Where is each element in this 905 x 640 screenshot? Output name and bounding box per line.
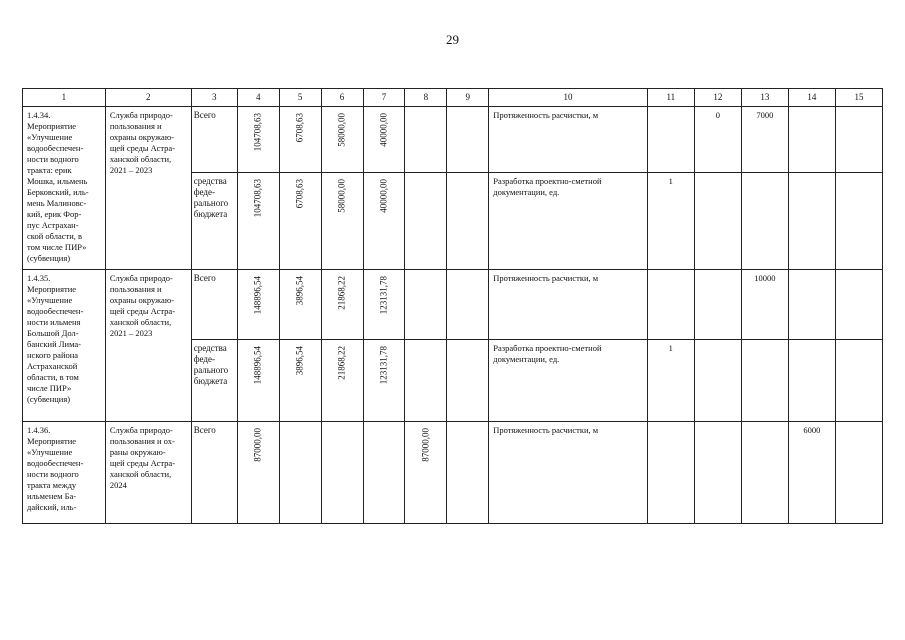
- amount-year: 123131,78: [378, 346, 389, 385]
- amount-year: 3896,54: [294, 346, 305, 376]
- funding-source: средства феде- рального бюджета: [193, 343, 229, 386]
- col-header: 8: [405, 89, 447, 107]
- col-header: 13: [741, 89, 788, 107]
- indicator-value: [648, 422, 694, 428]
- page-number: 29: [446, 32, 459, 47]
- col-header: 1: [23, 89, 106, 107]
- executor-period: Служба природо- пользования и охраны окружаю- щей среды Астра- ханской области, 2021 – 2023: [109, 273, 176, 338]
- indicator-value: [648, 107, 694, 113]
- col-header: 7: [363, 89, 405, 107]
- indicator-value: [836, 270, 882, 276]
- indicator-value: [836, 107, 882, 113]
- amount-year: 123131,78: [378, 276, 389, 315]
- amount-year: 87000,00: [420, 428, 431, 462]
- funding-source: Всего: [193, 110, 216, 120]
- indicator-value: 7000: [756, 110, 774, 120]
- indicator-name: Протяженность расчистки, м: [493, 110, 599, 120]
- executor-period: Служба природо- пользования и охраны окружаю- щей среды Астра- ханской области, 2021 – 2023: [109, 110, 176, 175]
- indicator-value: [695, 173, 741, 179]
- col-header: 12: [694, 89, 741, 107]
- amount-total: 104708,63: [252, 179, 263, 218]
- indicator-value: [789, 270, 835, 276]
- table-row: [23, 270, 883, 340]
- amount-year: 40000,00: [378, 179, 389, 213]
- indicator-value: [742, 340, 788, 346]
- amount-total: 104708,63: [252, 113, 263, 152]
- table-row: [23, 422, 883, 524]
- amount-year: 3896,54: [294, 276, 305, 306]
- indicator-value: [648, 270, 694, 276]
- indicator-value: 1: [668, 343, 673, 353]
- indicator-value: 0: [715, 110, 720, 120]
- event-description: 1.4.35. Мероприятие «Улучшение водообеспечен- ности ильменя Большой Дол- банский Лима- нского района Астраханской области, в том числе ПИР» (субвенция): [27, 273, 84, 404]
- header-row: [23, 89, 883, 107]
- amount-year: 58000,00: [336, 179, 347, 213]
- col-header: 15: [835, 89, 882, 107]
- col-header: 3: [191, 89, 237, 107]
- col-header: 14: [788, 89, 835, 107]
- indicator-value: [836, 340, 882, 346]
- funding-source: средства феде- рального бюджета: [193, 176, 229, 219]
- indicator-name: Разработка проектно-сметной документации, ед.: [493, 176, 602, 197]
- indicator-value: [742, 173, 788, 179]
- indicator-value: [695, 340, 741, 346]
- col-header: 2: [105, 89, 191, 107]
- funding-source: Всего: [193, 273, 216, 283]
- event-description: 1.4.34. Мероприятие «Улучшение водообеспечен- ности водного тракта: ерик Мошка, ильмень Берковский, иль- мень Малиновс- кий, ерик Фор- пус Астрахан- ской области, в том числе ПИР» (субвенция): [27, 110, 89, 263]
- amount-year: 6708,63: [294, 179, 305, 209]
- budget-table: [22, 88, 883, 524]
- table-row: [23, 107, 883, 173]
- col-header: 10: [489, 89, 648, 107]
- indicator-value: [836, 422, 882, 428]
- indicator-value: [789, 173, 835, 179]
- indicator-value: [742, 422, 788, 428]
- amount-total: 148896,54: [252, 276, 263, 315]
- indicator-value: [695, 422, 741, 428]
- amount-year: 58000,00: [336, 113, 347, 147]
- indicator-name: Протяженность расчистки, м: [493, 273, 599, 283]
- col-header: 11: [647, 89, 694, 107]
- col-header: 5: [279, 89, 321, 107]
- indicator-value: 10000: [754, 273, 776, 283]
- amount-year: 21868,22: [336, 346, 347, 380]
- amount-year: 6708,63: [294, 113, 305, 143]
- event-description: 1.4.36. Мероприятие «Улучшение водообеспечен- ности водного тракта между ильменем Ба- дайский, иль-: [27, 425, 84, 512]
- indicator-name: Разработка проектно-сметной документации, ед.: [493, 343, 602, 364]
- amount-year: 40000,00: [378, 113, 389, 147]
- amount-total: 148896,54: [252, 346, 263, 385]
- col-header: 4: [237, 89, 279, 107]
- indicator-value: [789, 340, 835, 346]
- col-header: 9: [447, 89, 489, 107]
- amount-total: 87000,00: [252, 428, 263, 462]
- executor-period: Служба природо- пользования и ох- раны окружаю- щей среды Астра- ханской области, 2024: [109, 425, 176, 490]
- indicator-value: 6000: [803, 425, 821, 435]
- funding-source: Всего: [193, 425, 216, 435]
- indicator-value: 1: [668, 176, 673, 186]
- amount-year: 21868,22: [336, 276, 347, 310]
- indicator-value: [789, 107, 835, 113]
- indicator-name: Протяженность расчистки, м: [493, 425, 599, 435]
- indicator-value: [695, 270, 741, 276]
- col-header: 6: [321, 89, 363, 107]
- indicator-value: [836, 173, 882, 179]
